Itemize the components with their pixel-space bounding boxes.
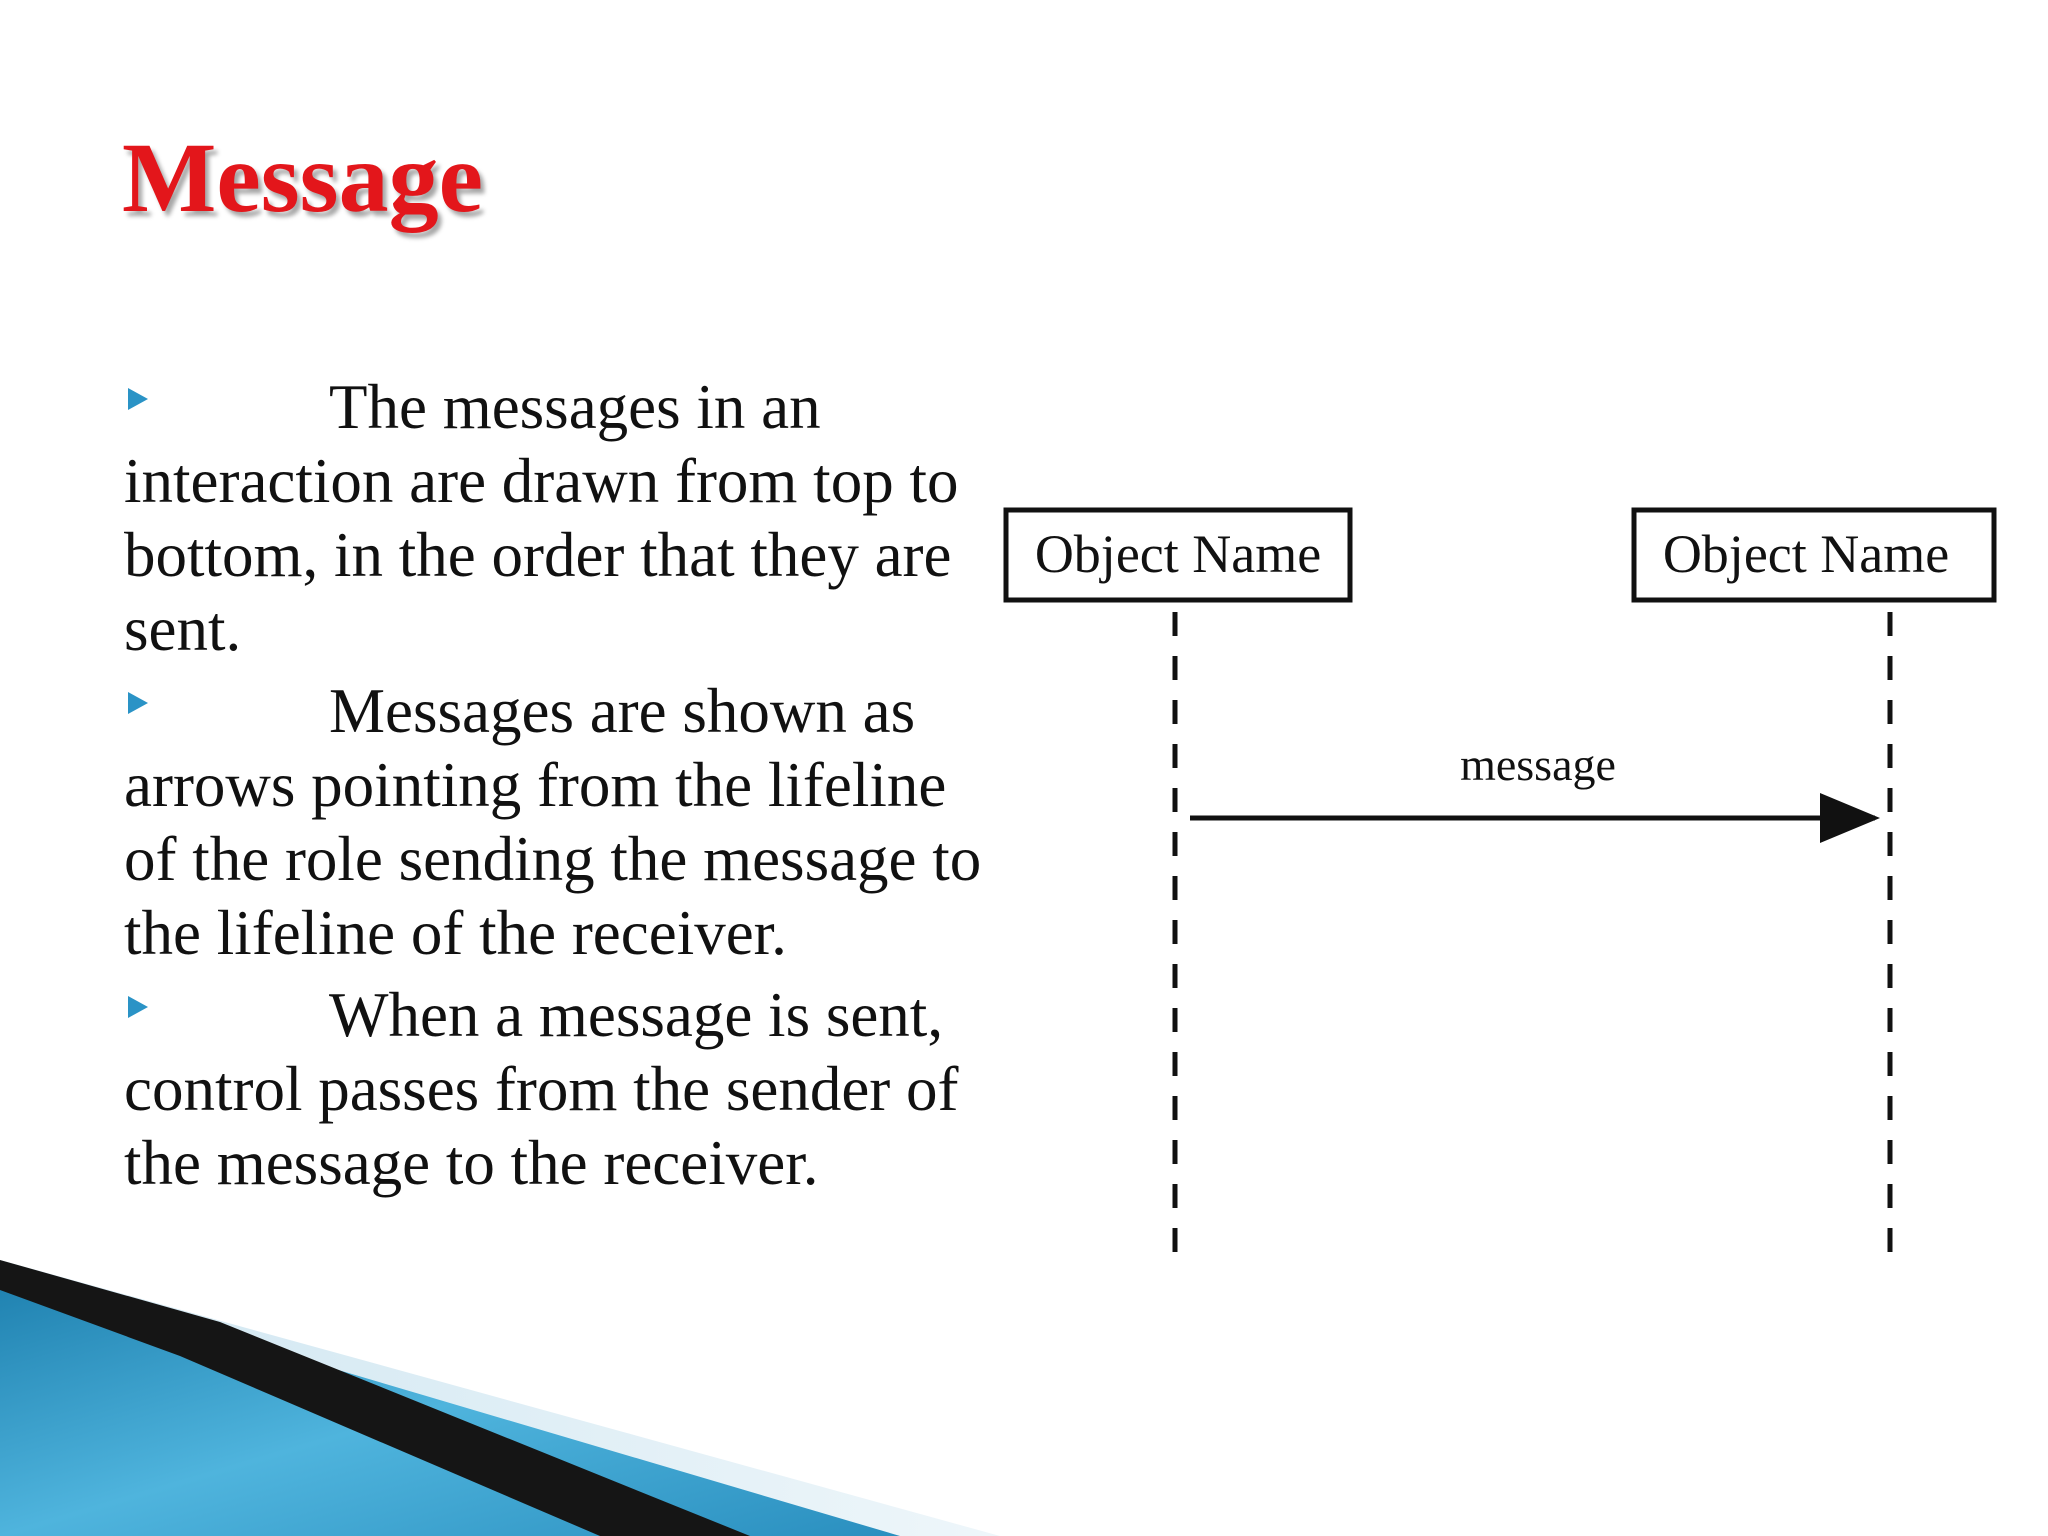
bullet-text: The messages in an interaction are drawn from top to bottom, in the order that they are sent. <box>124 372 959 664</box>
bullet-text: Messages are shown as arrows pointing from the lifeline of the role sending the message to the lifeline of the receiver. <box>124 676 982 968</box>
bullet-item <box>124 978 984 1200</box>
triangle-bullet-icon <box>128 692 148 714</box>
corner-decoration <box>0 1260 1000 1536</box>
object-label-1: Object Name <box>1034 524 1322 584</box>
sequence-diagram <box>990 490 2030 1290</box>
triangle-bullet-icon <box>128 388 148 410</box>
slide-title: Message <box>122 122 483 233</box>
object-label-2: Object Name <box>1662 524 1950 584</box>
bullet-list <box>124 370 984 1208</box>
bullet-item <box>124 370 984 666</box>
bullet-text: When a message is sent, control passes from the sender of the message to the receiver. <box>124 980 959 1198</box>
triangle-bullet-icon <box>128 996 148 1018</box>
message-label: message <box>1460 739 1616 790</box>
bullet-item <box>124 674 984 970</box>
